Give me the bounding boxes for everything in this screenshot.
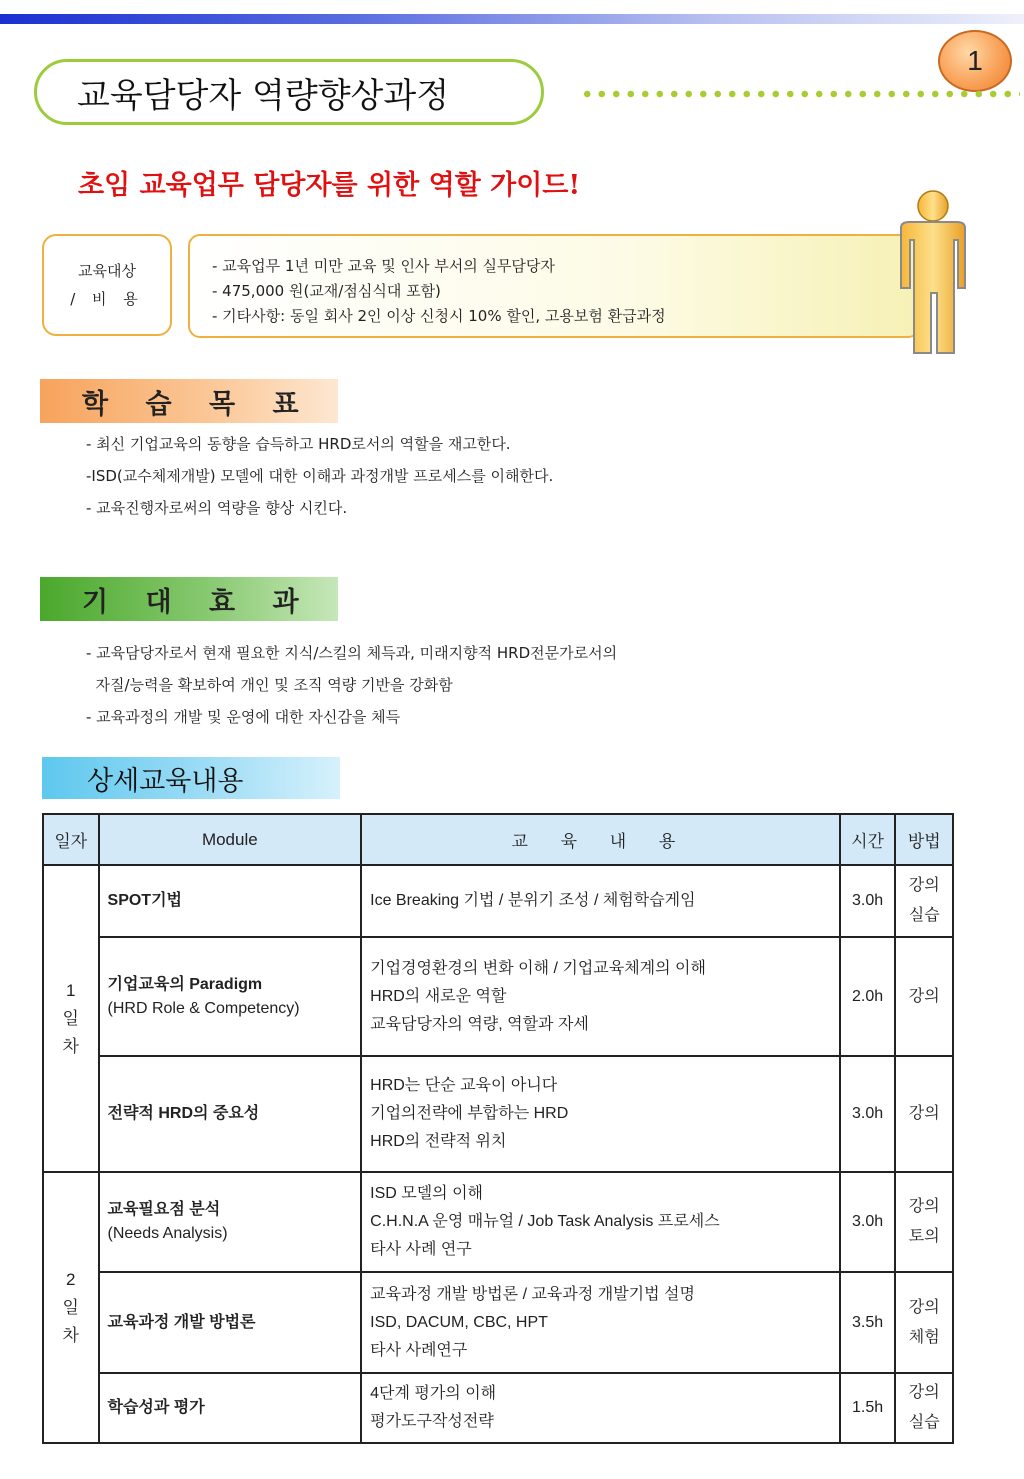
content-line: 교육과정 개발 방법론 / 교육과정 개발기법 설명 xyxy=(370,1285,695,1303)
day-label: 일 xyxy=(62,1297,79,1317)
content-line: HRD는 단순 교육이 아니다 xyxy=(370,1077,558,1094)
effects-heading-text: 기 대 효 과 xyxy=(82,586,313,618)
content-cell xyxy=(361,937,840,1056)
content-cell xyxy=(361,1272,840,1373)
content-line: 기업경영환경의 변화 이해 / 기업교육체계의 이해 xyxy=(370,959,706,977)
table-row xyxy=(43,865,953,937)
column-header-module: Module xyxy=(99,814,362,865)
page-number: 1 xyxy=(967,45,983,76)
module-cell xyxy=(99,1373,362,1443)
detail-heading-text: 상세교육내용 xyxy=(87,765,244,797)
top-gradient-bar xyxy=(0,14,1024,24)
target-line: - 475,000 원(교재/점심식대 포함) xyxy=(212,282,441,300)
page-subtitle: 초임 교육업무 담당자를 위한 역할 가이드! xyxy=(78,170,581,201)
content-cell xyxy=(361,1373,840,1443)
column-header-content xyxy=(361,814,840,865)
goals-heading xyxy=(40,379,338,423)
module-cell xyxy=(99,937,362,1056)
method-item: 강의 xyxy=(908,1384,940,1401)
method-cell xyxy=(895,937,953,1056)
content-line: ISD 모델의 이해 xyxy=(370,1185,483,1202)
list-item: - 최신 기업교육의 동향을 습득하고 HRD로서의 역할을 재고한다. xyxy=(86,435,511,453)
module-name: 학습성과 평가 xyxy=(107,1399,205,1416)
method-item: 강의 xyxy=(908,1105,940,1122)
day-label: 차 xyxy=(62,1325,79,1345)
module-subtitle: (Needs Analysis) xyxy=(107,1225,228,1242)
content-line: ISD, DACUM, CBC, HPT xyxy=(370,1313,548,1331)
method-item: 강의 xyxy=(908,877,940,894)
method-item: 강의 xyxy=(908,1198,940,1215)
person-icon xyxy=(895,188,967,358)
content-line: Ice Breaking 기법 / 분위기 조성 / 체험학습게임 xyxy=(370,892,696,909)
content-cell xyxy=(361,865,840,937)
time-cell: 3.0h xyxy=(840,1172,896,1272)
method-cell xyxy=(895,1373,953,1443)
table-row xyxy=(43,1172,953,1272)
time-cell: 2.0h xyxy=(840,937,896,1056)
module-cell xyxy=(99,1172,362,1272)
module-name: SPOT기법 xyxy=(107,892,182,909)
day-cell xyxy=(43,1172,99,1443)
module-cell xyxy=(99,1056,362,1172)
time-cell: 3.5h xyxy=(840,1272,896,1373)
time-cell: 3.0h xyxy=(840,865,896,937)
method-item: 체험 xyxy=(908,1328,940,1346)
content-line: 기업의전략에 부합하는 HRD xyxy=(370,1105,569,1122)
effects-heading xyxy=(40,577,338,621)
list-item: -ISD(교수체제개발) 모델에 대한 이해과 과정개발 프로세스를 이해한다. xyxy=(86,467,554,485)
module-name: 기업교육의 Paradigm xyxy=(107,975,263,993)
content-line: 교육담당자의 역량, 역할과 자세 xyxy=(370,1015,589,1033)
page-number-badge xyxy=(938,30,1012,92)
content-line: 평가도구작성전략 xyxy=(370,1413,494,1430)
detail-heading xyxy=(42,757,340,799)
goals-list xyxy=(86,428,553,524)
time-cell: 1.5h xyxy=(840,1373,896,1443)
list-item: - 교육과정의 개발 및 운영에 대한 자신감을 체득 xyxy=(86,708,401,726)
goals-heading-text: 학 습 목 표 xyxy=(82,388,313,420)
method-cell xyxy=(895,1172,953,1272)
day-label: 2 xyxy=(66,1269,76,1289)
method-item: 강의 xyxy=(908,987,940,1005)
method-item: 토의 xyxy=(908,1228,940,1245)
module-cell xyxy=(99,865,362,937)
module-name: 전략적 HRD의 중요성 xyxy=(107,1105,260,1122)
table-row xyxy=(43,1056,953,1172)
list-item: - 교육담당자로서 현재 필요한 지식/스킬의 체득과, 미래지향적 HRD전문가로서의 xyxy=(86,644,618,662)
module-cell xyxy=(99,1272,362,1373)
time-cell: 3.0h xyxy=(840,1056,896,1172)
column-header-day: 일자 xyxy=(43,814,99,865)
target-line: - 교육업무 1년 미만 교육 및 인사 부서의 실무담당자 xyxy=(212,257,555,275)
curriculum-table xyxy=(42,813,954,1444)
target-info-box xyxy=(188,234,920,338)
target-label-line2: / 비 용 xyxy=(70,290,144,308)
column-header-time: 시간 xyxy=(840,814,896,865)
content-line: HRD의 새로운 역할 xyxy=(370,987,507,1005)
dotted-divider xyxy=(580,89,1020,99)
module-name: 교육필요점 분석 xyxy=(107,1201,221,1218)
target-label-line1: 교육대상 xyxy=(78,262,136,280)
module-subtitle: (HRD Role & Competency) xyxy=(107,999,300,1017)
column-header-content-text: 교 육 내 용 xyxy=(511,832,690,851)
page-title-text: 교육담당자 역량향상과정 xyxy=(77,75,450,116)
day-cell xyxy=(43,865,99,1172)
table-row xyxy=(43,937,953,1056)
page-title xyxy=(34,59,544,125)
target-line: - 기타사항: 동일 회사 2인 이상 신청시 10% 할인, 고용보험 환급과정 xyxy=(212,307,666,325)
method-cell xyxy=(895,1056,953,1172)
effects-list xyxy=(86,637,617,733)
content-line: 타사 사례연구 xyxy=(370,1341,468,1359)
table-row xyxy=(43,1272,953,1373)
method-cell xyxy=(895,1272,953,1373)
list-item: 자질/능력을 확보하여 개인 및 조직 역량 기반을 강화함 xyxy=(86,676,453,694)
day-label: 일 xyxy=(62,1008,79,1028)
content-line: 4단계 평가의 이해 xyxy=(370,1385,497,1402)
day-label: 1 xyxy=(66,980,76,1000)
content-cell xyxy=(361,1056,840,1172)
method-cell xyxy=(895,865,953,937)
content-cell xyxy=(361,1172,840,1272)
content-line: 타사 사례 연구 xyxy=(370,1241,472,1258)
table-row xyxy=(43,1373,953,1443)
content-line: C.H.N.A 운영 매뉴얼 / Job Task Analysis 프로세스 xyxy=(370,1213,720,1230)
day-label: 차 xyxy=(62,1036,79,1056)
list-item: - 교육진행자로써의 역량을 향상 시킨다. xyxy=(86,499,348,517)
method-item: 강의 xyxy=(908,1298,940,1316)
target-label-box xyxy=(42,234,172,336)
method-item: 실습 xyxy=(908,907,940,924)
table-header-row xyxy=(43,814,953,865)
method-item: 실습 xyxy=(908,1414,940,1431)
content-line: HRD의 전략적 위치 xyxy=(370,1133,507,1150)
module-name: 교육과정 개발 방법론 xyxy=(107,1313,256,1331)
column-header-method: 방법 xyxy=(895,814,953,865)
